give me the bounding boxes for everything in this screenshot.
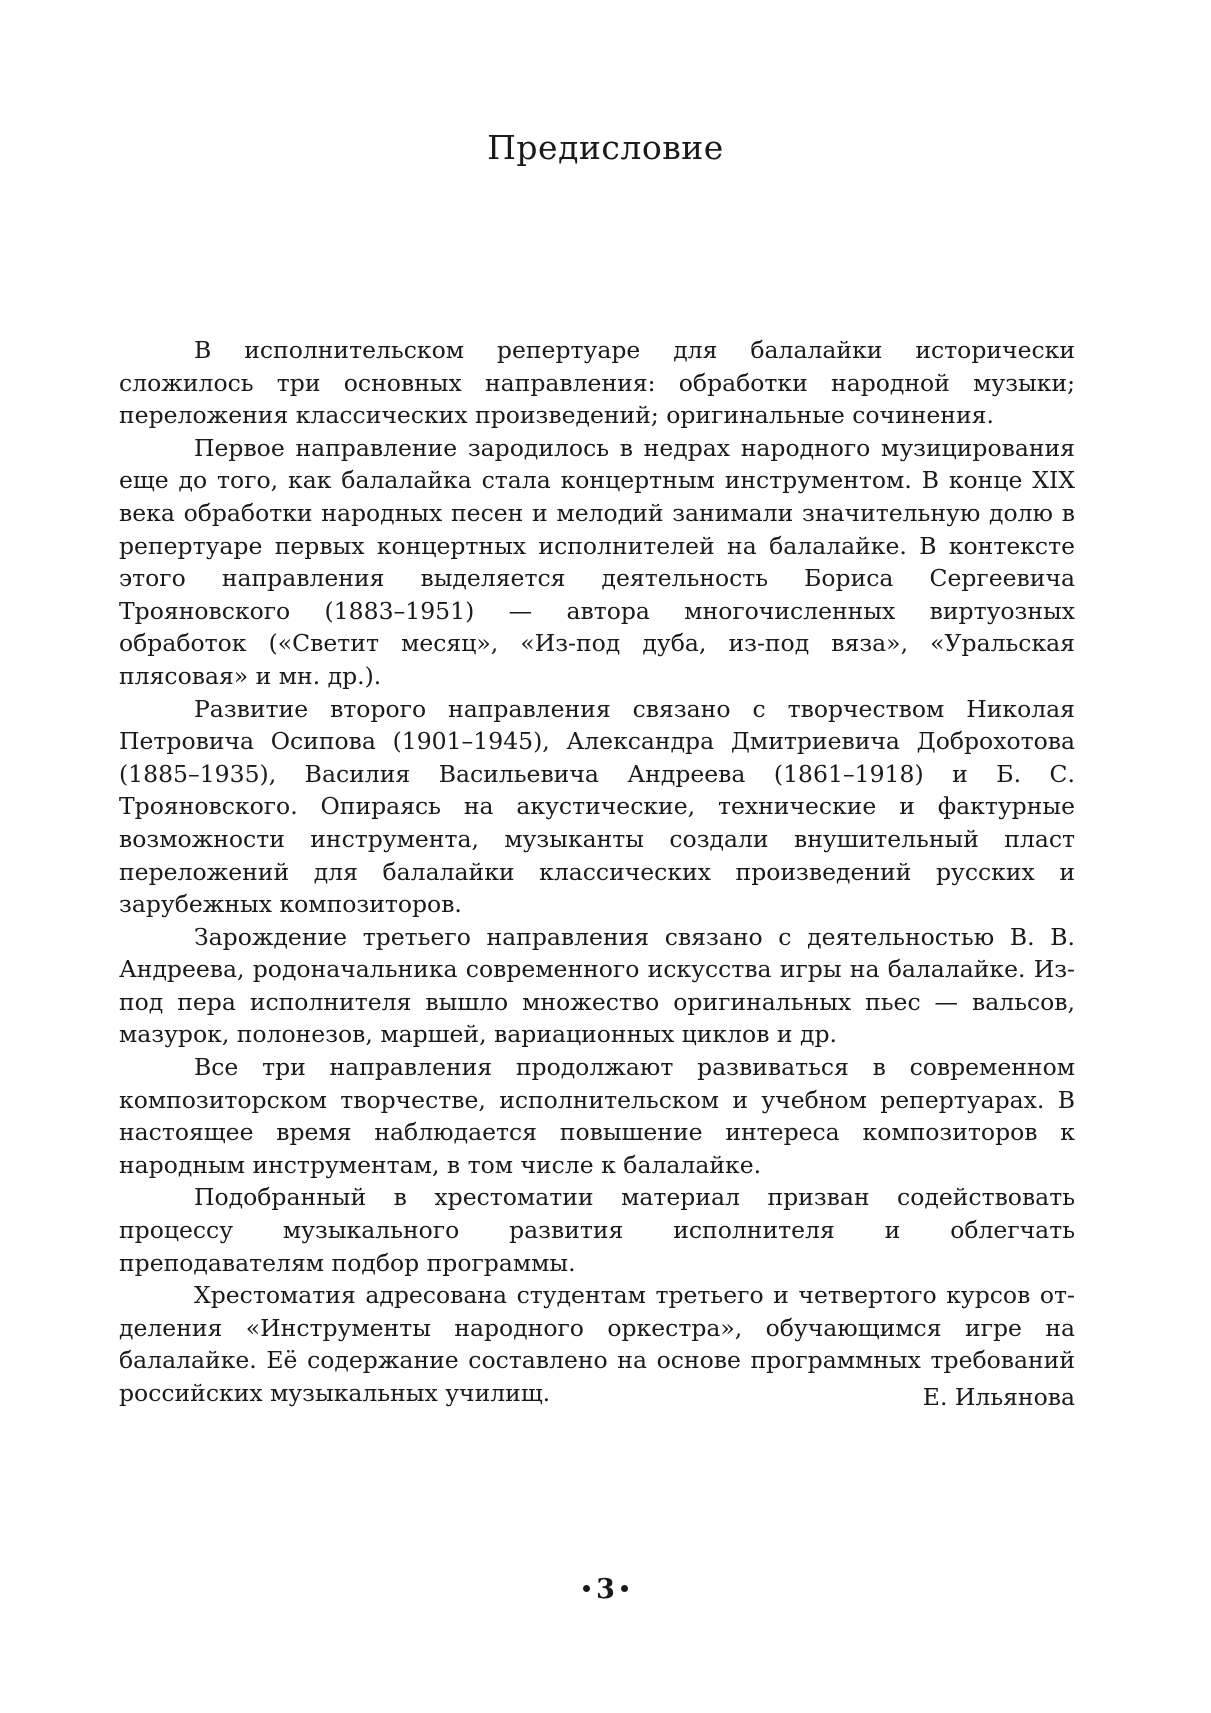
paragraph-7: Хрестоматия адресована студентам третьего и четвертого курсов отделения «Инструменты народного оркестра», обучающимся игре на балалайке. Её содержание составлено на основе программных требований российских музыкальных училищ. (119, 1281, 1075, 1407)
bullet-dot-icon (621, 1585, 628, 1592)
author-signature: Е. Ильянова (922, 1383, 1075, 1411)
paragraph-2: Первое направление зародилось в недрах народного музицирования еще до того, как балалайка стала концертным инструментом. В конце XIX века обработки народных песен и мелодий занимали значительную долю в репертуаре первых концертных исполнителей на балалайке. В контексте этого направления выделяется деятельность Бориса Сергеевича Трояновского (1883–1951) — автора многочисленных виртуозных обработок («Светит месяц», «Из-под дуба, из-под вяза», «Уральская плясовая» и мн. др.). (119, 433, 1075, 690)
paragraph-4: Зарождение третьего направления связано с деятельностью В. В. Андреева, родоначальника современного искусства игры на балалайке. Из-под пера исполнителя вышло множество оригинальных пьес — вальсов, мазурок, полонезов, маршей, вариационных циклов и др. (119, 922, 1075, 1049)
paragraph-5: Все три направления продолжают развиваться в современном композиторском творчестве, исполнительском и учебном репертуарах. В настоящее время наблюдается повышение интереса композиторов к народным инструментам, в том числе к балалайке. (119, 1053, 1075, 1179)
page-number-value: 3 (596, 1574, 615, 1605)
paragraph-3: Развитие второго направления связано с творчеством Николая Петровича Осипова (1901–1945), Александра Дмитриевича Доброхотова (1885–1935), Василия Васильевича Андреева (1861–1918) и Б. С. Трояновского. Опираясь на акустические, технические и фактурные возможности инструмента, музыканты создали внушительный пласт переложений для балалайки классических произведений русских и зарубежных композиторов. (119, 694, 1075, 919)
paragraph-1: В исполнительском репертуаре для балалайки исторически сложилось три основных направления: обработки народной музыки; переложения классических произведений; оригинальные сочинения. (119, 336, 1075, 430)
paragraph-6: Подобранный в хрестоматии материал призван содействовать процессу музыкального развития исполнителя и облегчать преподавателям подбор программы. (119, 1183, 1075, 1277)
page-title: Предисловие (487, 128, 724, 167)
preface-body (119, 334, 1075, 1410)
bullet-dot-icon (583, 1585, 590, 1592)
page-number (0, 1574, 1211, 1605)
